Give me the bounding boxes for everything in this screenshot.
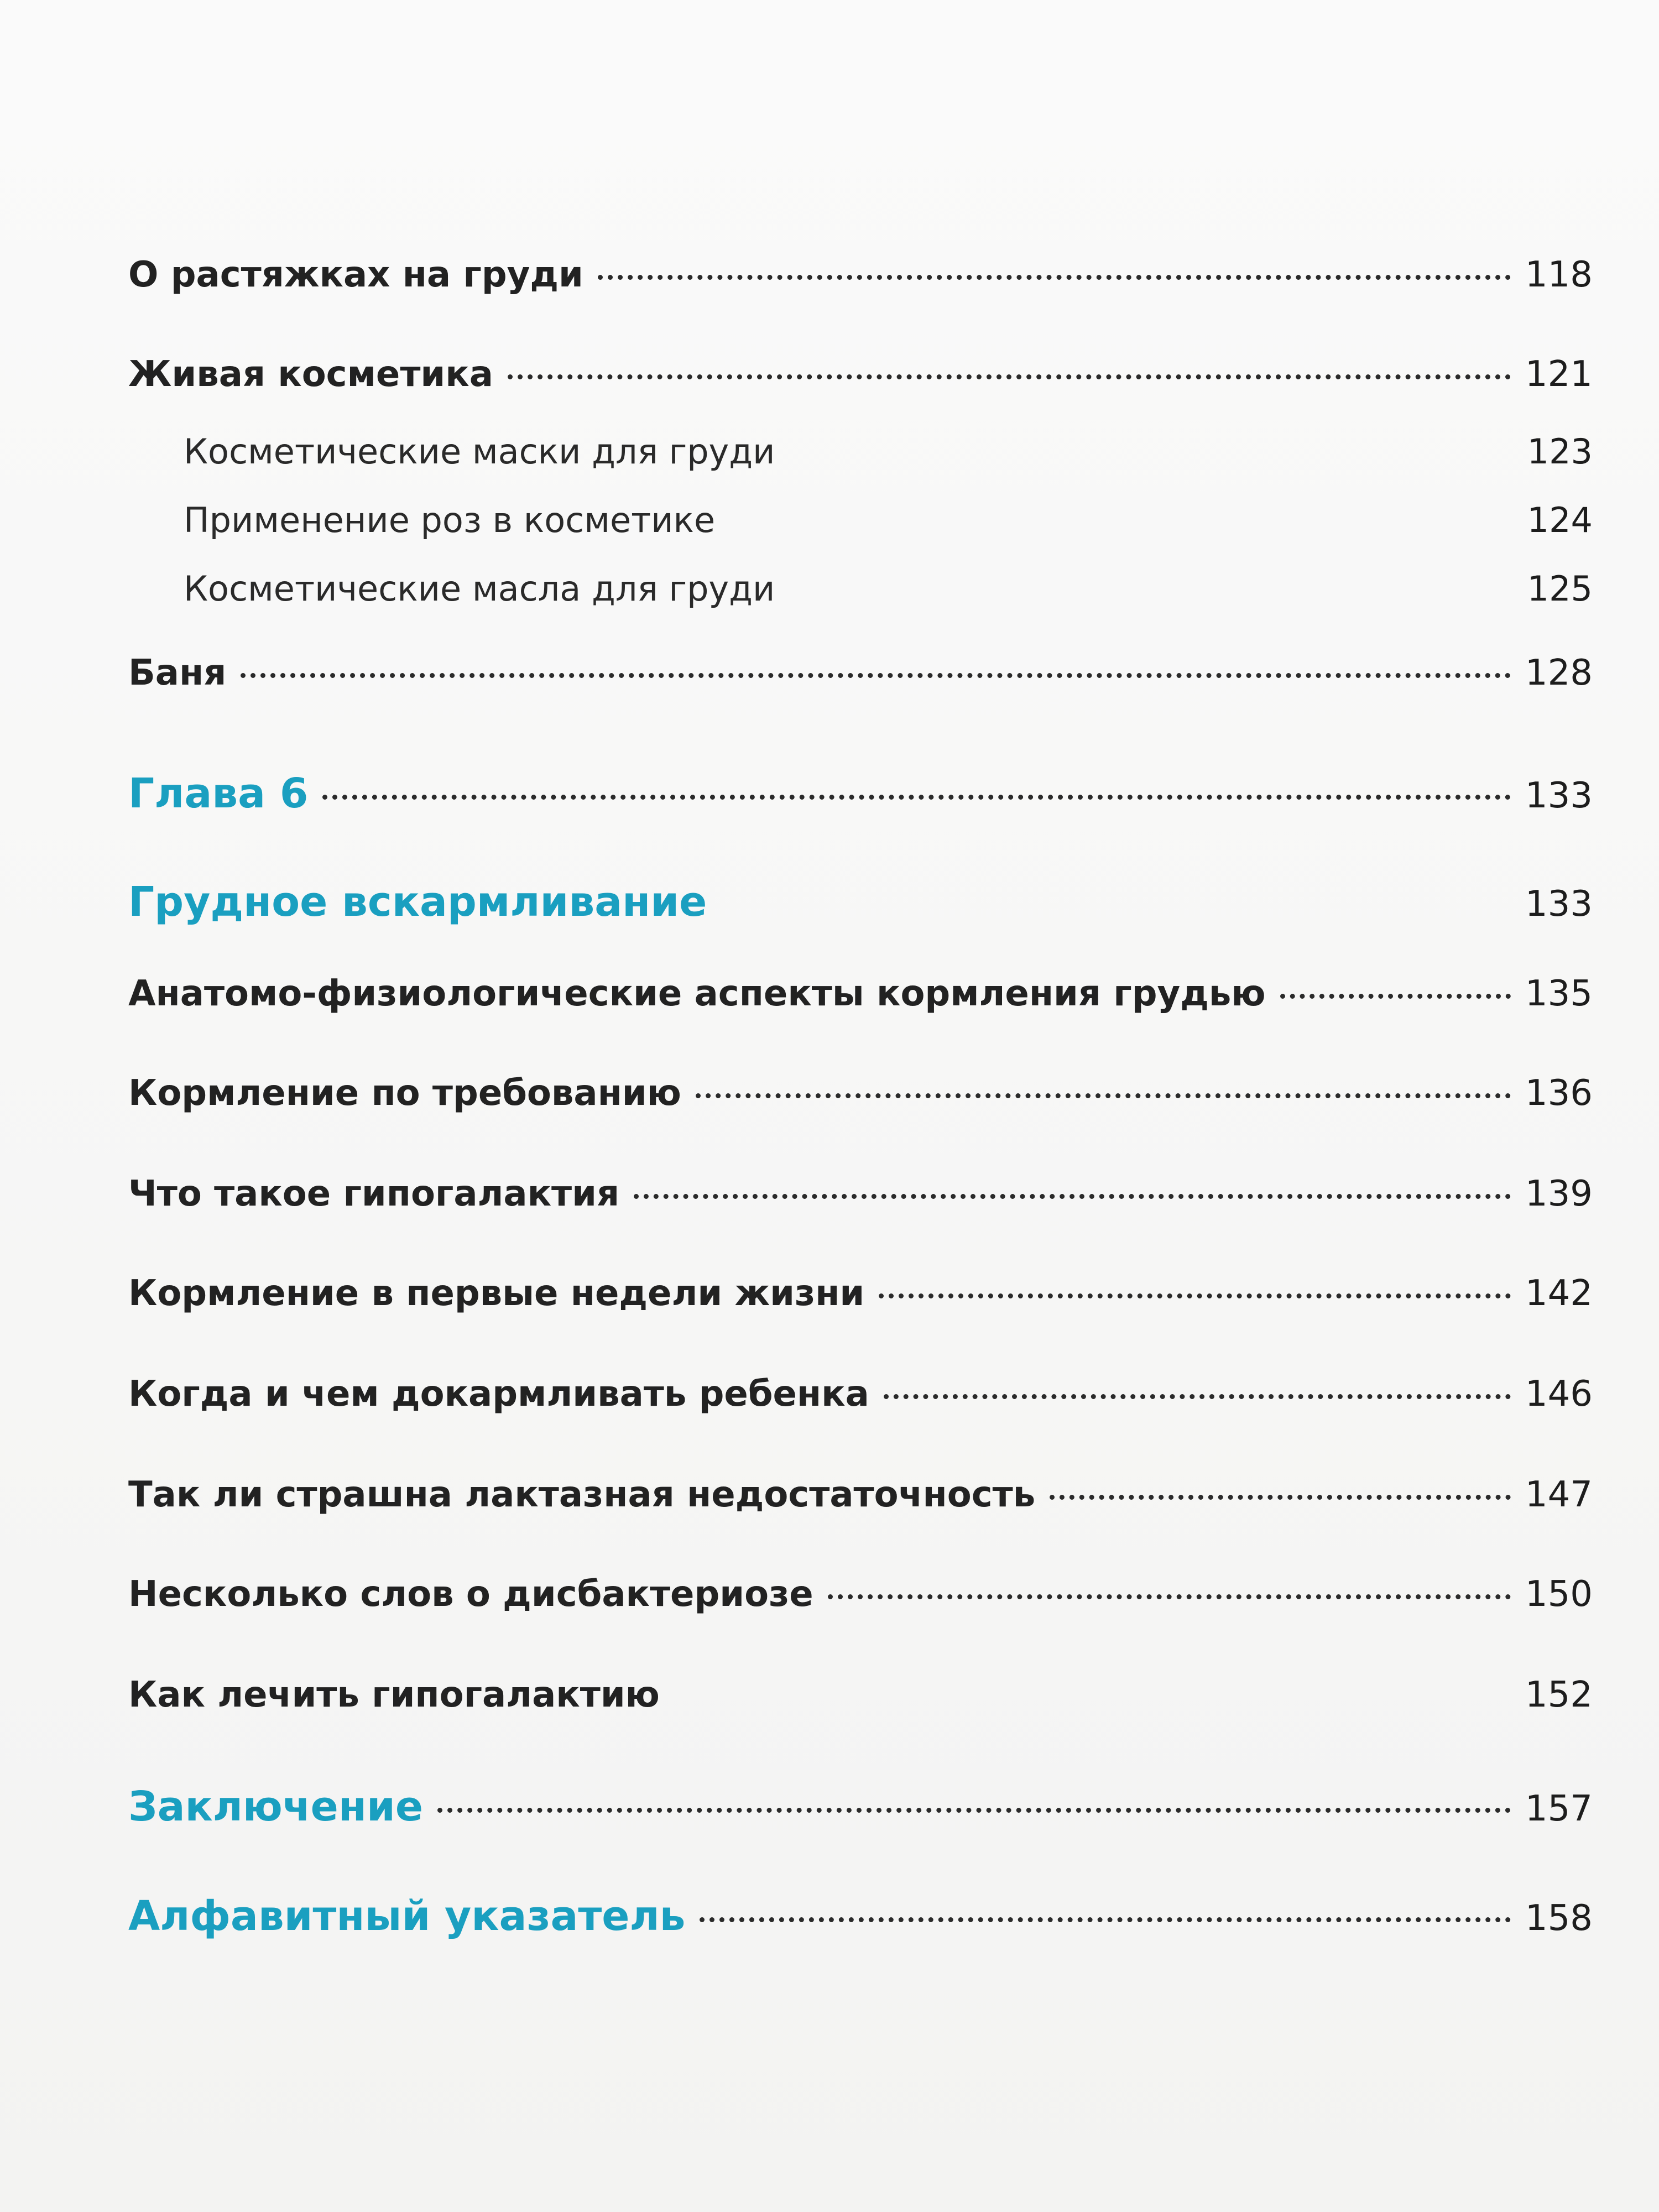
toc-entry-stretch-marks[interactable] [128, 254, 1593, 295]
toc-entry-live-cosmetics[interactable] [128, 354, 1593, 395]
toc-page-number: 157 [1525, 1788, 1593, 1829]
toc-entry-title: Косметические масла для груди [184, 568, 775, 609]
toc-page-number: 142 [1525, 1273, 1593, 1314]
toc-page-number: 124 [1527, 500, 1593, 540]
toc-page-number: 133 [1525, 775, 1593, 816]
dot-leader [508, 374, 1511, 379]
toc-entry-title: Когда и чем докармливать ребенка [128, 1374, 869, 1415]
toc-entry-bath[interactable] [128, 653, 1593, 693]
dot-leader [879, 1293, 1511, 1298]
toc-entry-title: Живая косметика [128, 354, 493, 395]
toc-page-number: 121 [1525, 354, 1593, 395]
toc-page-number: 152 [1525, 1674, 1593, 1715]
toc-entry-title: Анатомо-физиологические аспекты кормления грудью [128, 973, 1266, 1014]
toc-page-number: 136 [1525, 1073, 1593, 1114]
toc-entry-title: Кормление в первые недели жизни [128, 1273, 865, 1314]
toc-page-number: 123 [1527, 431, 1593, 472]
toc-subentry-oils[interactable] [128, 568, 1593, 609]
dot-leader [700, 1917, 1510, 1922]
toc-page-number: 146 [1525, 1374, 1593, 1415]
toc-chapter-conclusion[interactable] [128, 1783, 1593, 1830]
chapter-title: Алфавитный указатель [128, 1892, 686, 1940]
toc-page-number: 133 [1525, 884, 1593, 925]
dot-leader [598, 275, 1511, 280]
toc-entry-anatomy[interactable] [128, 973, 1593, 1014]
toc-entry-title: Что такое гипогалактия [128, 1173, 620, 1214]
toc-page-number: 158 [1525, 1898, 1593, 1939]
dot-leader [721, 903, 1511, 908]
toc-page-number: 118 [1525, 254, 1593, 295]
toc-entry-title: Косметические маски для груди [184, 431, 775, 472]
dot-leader [437, 1808, 1511, 1813]
toc-entry-title: Так ли страшна лактазная недостаточность [128, 1474, 1036, 1515]
dot-leader [322, 795, 1511, 800]
toc-page-number: 128 [1525, 653, 1593, 693]
toc-entry-title: Кормление по требованию [128, 1073, 681, 1114]
toc-page-number: 150 [1525, 1574, 1593, 1615]
toc-entry-title: Как лечить гипогалактию [128, 1674, 660, 1715]
chapter-title: Заключение [128, 1783, 424, 1830]
dot-leader [674, 1695, 1511, 1700]
toc-page-number: 139 [1525, 1173, 1593, 1214]
toc-chapter-breastfeeding[interactable] [128, 878, 1593, 926]
dot-leader [1050, 1495, 1511, 1500]
toc-entry-supplementing[interactable] [128, 1374, 1593, 1415]
dot-leader [789, 589, 1512, 594]
toc-page-number: 135 [1525, 973, 1593, 1014]
toc-entry-on-demand[interactable] [128, 1073, 1593, 1114]
chapter-title: Глава 6 [128, 770, 309, 817]
dot-leader [828, 1594, 1511, 1599]
toc-entry-first-weeks[interactable] [128, 1273, 1593, 1314]
toc-entry-title: О растяжках на груди [128, 254, 583, 295]
dot-leader [789, 452, 1512, 457]
dot-leader [241, 673, 1511, 678]
toc-entry-title: Баня [128, 653, 227, 693]
toc-page-number: 147 [1525, 1474, 1593, 1515]
dot-leader [884, 1394, 1511, 1399]
toc-subentry-masks[interactable] [128, 431, 1593, 472]
toc-entry-dysbacteriosis[interactable] [128, 1574, 1593, 1615]
dot-leader [1280, 994, 1511, 999]
toc-entry-title: Применение роз в косметике [184, 500, 716, 540]
toc-entry-lactase[interactable] [128, 1474, 1593, 1515]
dot-leader [696, 1093, 1511, 1098]
toc-entry-hypogalactia[interactable] [128, 1173, 1593, 1214]
toc-entry-title: Несколько слов о дисбактериозе [128, 1574, 813, 1615]
toc-chapter-index[interactable] [128, 1892, 1593, 1940]
toc-chapter-6[interactable] [128, 770, 1593, 817]
dot-leader [634, 1194, 1511, 1199]
toc-entry-treat-hypogalactia[interactable] [128, 1674, 1593, 1715]
dot-leader [729, 520, 1513, 525]
toc-subentry-roses[interactable] [128, 500, 1593, 540]
chapter-title: Грудное вскармливание [128, 878, 707, 926]
toc-page-number: 125 [1527, 568, 1593, 609]
